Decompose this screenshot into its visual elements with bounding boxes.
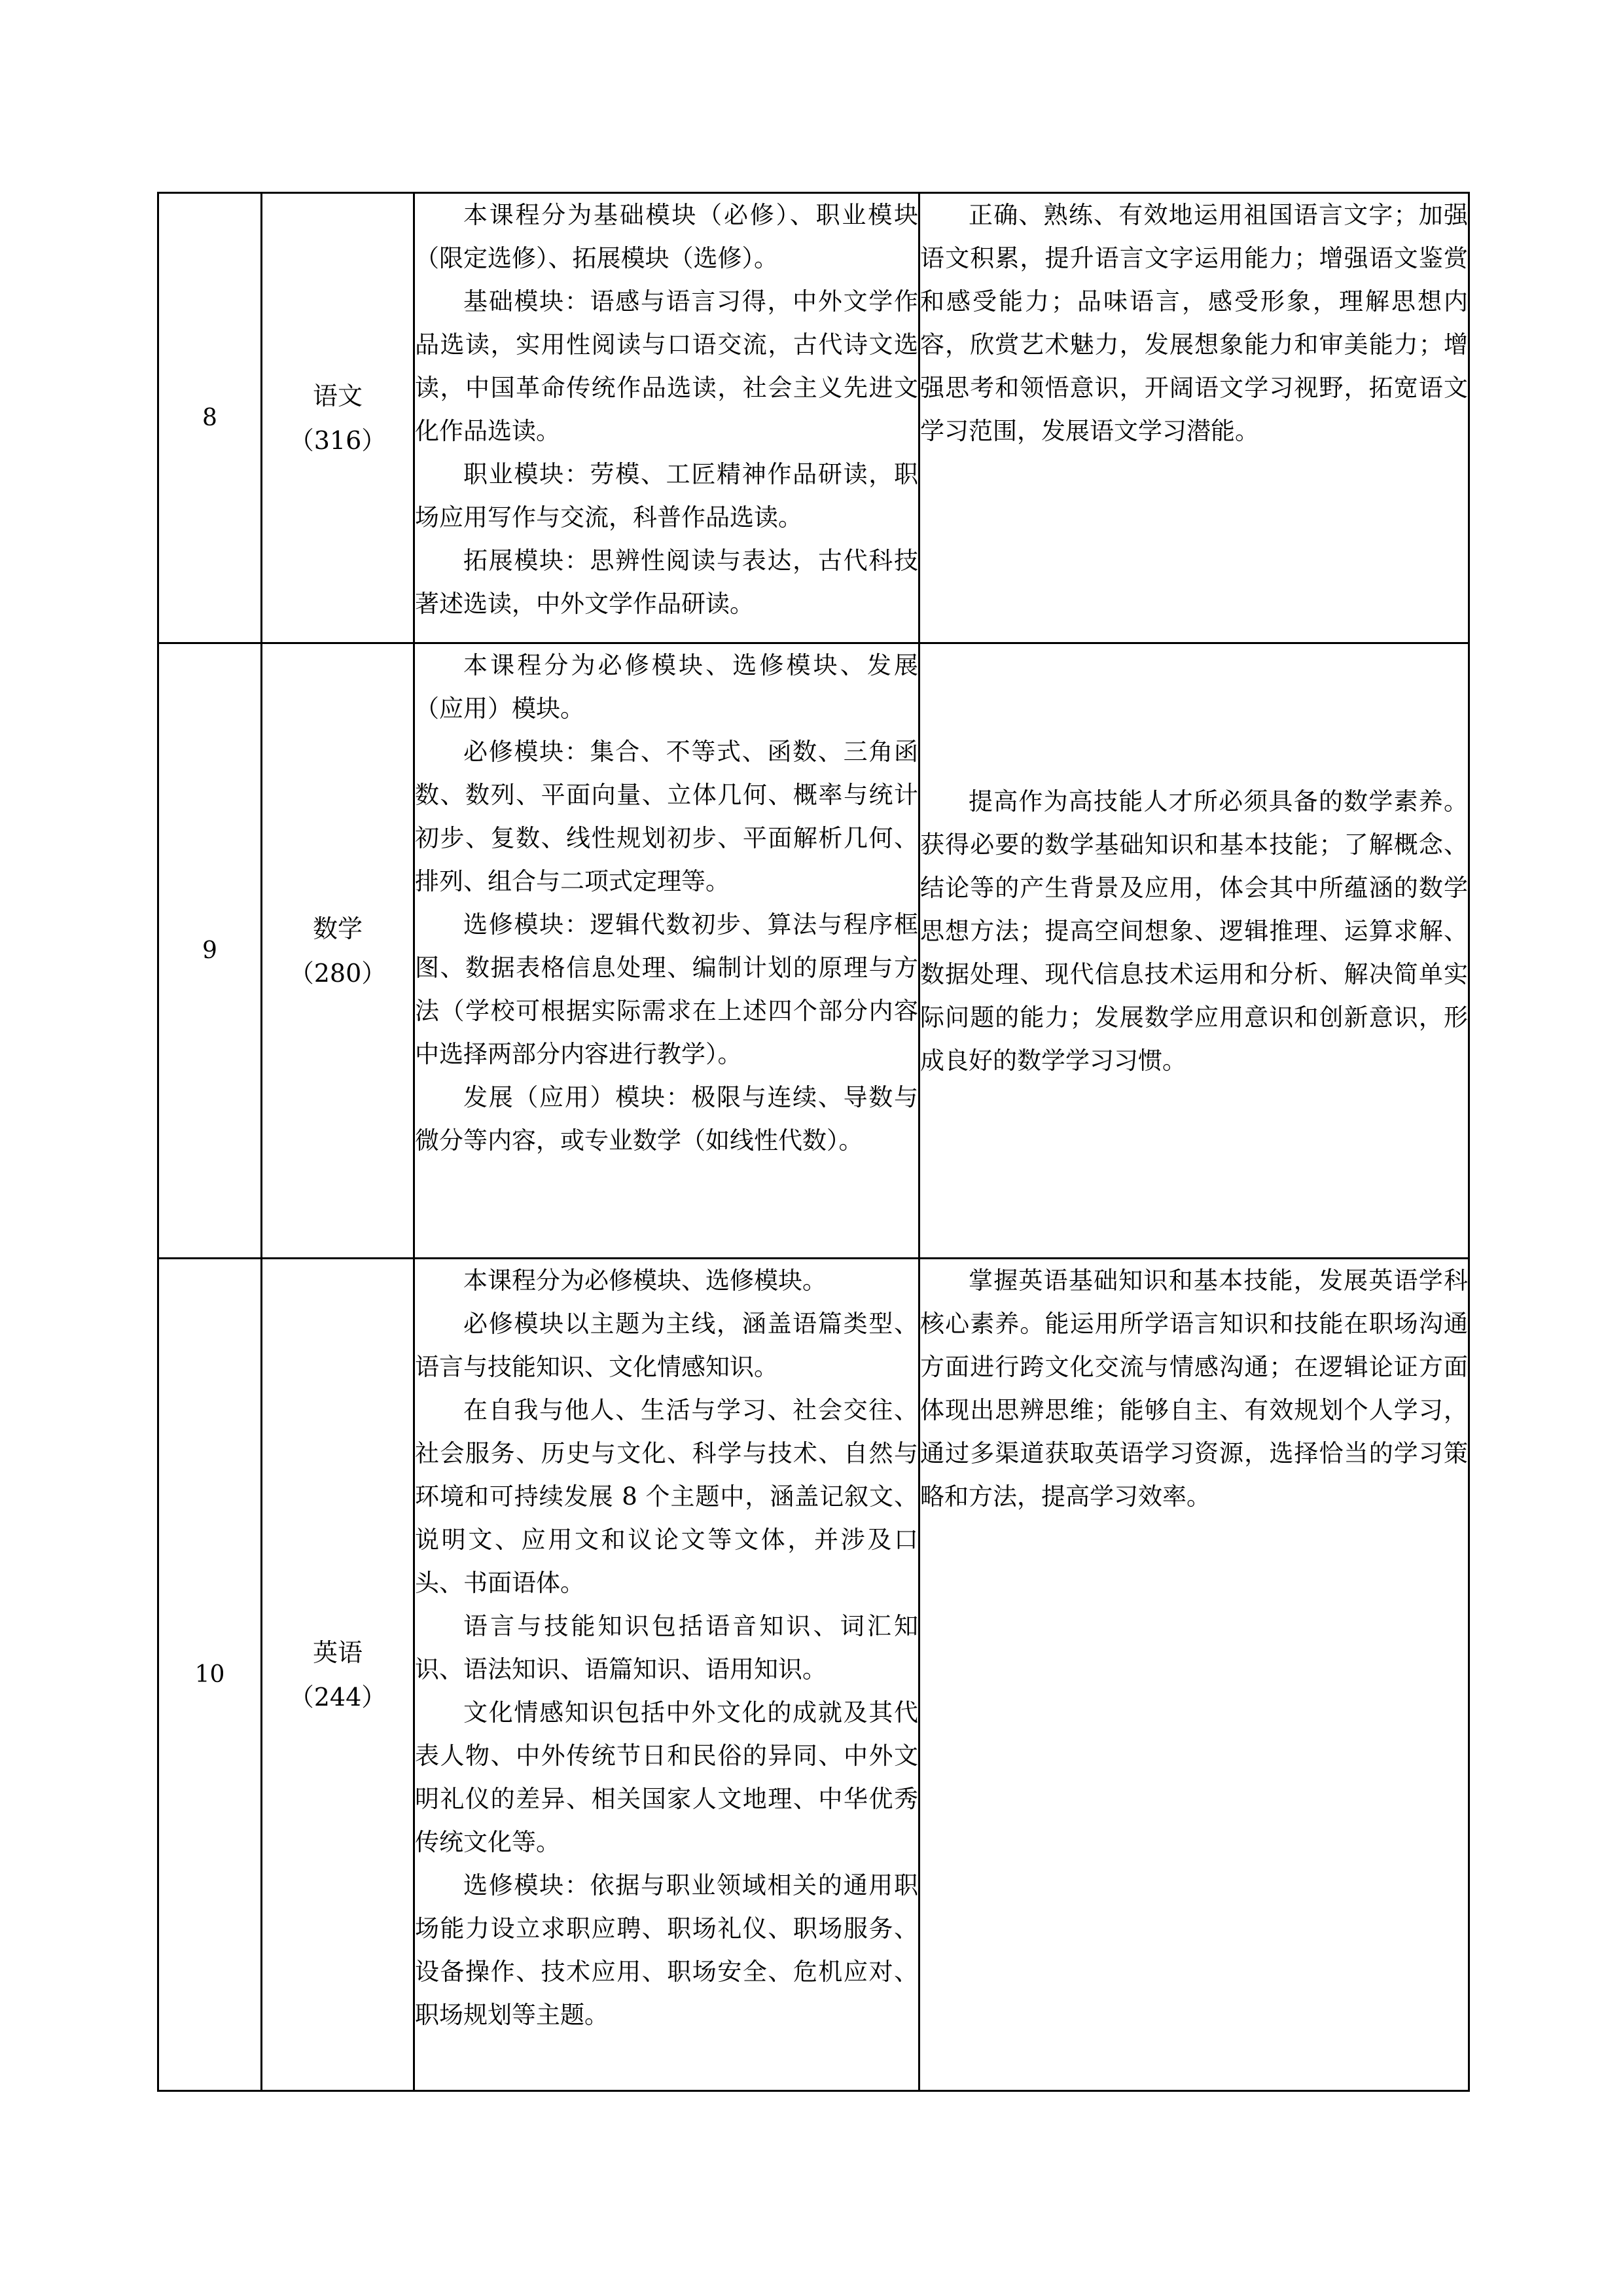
- course-cell: [262, 1259, 414, 2091]
- course-hours: （244）: [289, 1682, 387, 1712]
- content-paragraph: 必修模块以主题为主线，涵盖语篇类型、语言与技能知识、文化情感知识。: [415, 1310, 918, 1381]
- content-paragraph: 本课程分为基础模块（必修）、职业模块（限定选修）、拓展模块（选修）。: [415, 201, 918, 272]
- table-row: [158, 193, 1469, 643]
- content-paragraph: 文化情感知识包括中外文化的成就及其代表人物、中外传统节日和民俗的异同、中外文明礼仪的差异、相关国家人文地理、中华优秀传统文化等。: [415, 1698, 918, 1856]
- content-paragraph: 职业模块：劳模、工匠精神作品研读，职场应用写作与交流，科普作品选读。: [415, 460, 918, 531]
- row-number: 10: [194, 1660, 225, 1688]
- row-number-cell: [158, 643, 262, 1259]
- content-paragraph: 本课程分为必修模块、选修模块。: [463, 1266, 827, 1295]
- table-row: [158, 643, 1469, 1259]
- content-paragraph: 基础模块：语感与语言习得，中外文学作品选读，实用性阅读与口语交流，古代诗文选读，中国革命传统作品选读，社会主义先进文化作品选读。: [415, 287, 918, 445]
- content-paragraph: 发展（应用）模块：极限与连续、导数与微分等内容，或专业数学（如线性代数）。: [415, 1083, 918, 1155]
- row-number-cell: [158, 193, 262, 643]
- course-content-cell: [414, 193, 919, 643]
- course-cell: [262, 643, 414, 1259]
- course-hours: （316）: [289, 425, 387, 455]
- course-content-cell: [414, 643, 919, 1259]
- content-paragraph: 语言与技能知识包括语音知识、词汇知识、语法知识、语篇知识、语用知识。: [415, 1612, 918, 1683]
- course-content-cell: [414, 1259, 919, 2091]
- course-goal: 正确、熟练、有效地运用祖国语言文字；加强语文积累，提升语言文字运用能力；增强语文鉴赏和感受能力；品味语言，感受形象，理解思想内容，欣赏艺术魅力，发展想象能力和审美能力；增强思考和领悟意识，开阔语文学习视野，拓宽语文学习范围，发展语文学习潜能。: [920, 201, 1468, 445]
- course-cell: [262, 193, 414, 643]
- course-name: 英语: [312, 1638, 363, 1667]
- row-number-cell: [158, 1259, 262, 2091]
- course-name: 语文: [312, 381, 363, 410]
- table-row: [158, 1259, 1469, 2091]
- course-hours: （280）: [289, 958, 387, 988]
- row-number: 8: [202, 404, 217, 431]
- row-number: 9: [202, 937, 217, 964]
- course-goal: 提高作为高技能人才所必须具备的数学素养。获得必要的数学基础知识和基本技能；了解概念、结论等的产生背景及应用，体会其中所蕴涵的数学思想方法；提高空间想象、逻辑推理、运算求解、数据处理、现代信息技术运用和分析、解决简单实际问题的能力；发展数学应用意识和创新意识，形成良好的数学学习习惯。: [920, 787, 1468, 1075]
- course-goal-cell: [919, 193, 1469, 643]
- course-goal: 掌握英语基础知识和基本技能，发展英语学科核心素养。能运用所学语言知识和技能在职场沟通方面进行跨文化交流与情感沟通；在逻辑论证方面体现出思辨思维；能够自主、有效规划个人学习，通过多渠道获取英语学习资源，选择恰当的学习策略和方法，提高学习效率。: [920, 1266, 1468, 1511]
- content-paragraph: 选修模块：逻辑代数初步、算法与程序框图、数据表格信息处理、编制计划的原理与方法（学校可根据实际需求在上述四个部分内容中选择两部分内容进行教学）。: [415, 910, 918, 1068]
- content-paragraph: 在自我与他人、生活与学习、社会交往、社会服务、历史与文化、科学与技术、自然与环境和可持续发展 8 个主题中，涵盖记叙文、说明文、应用文和议论文等文体，并涉及口头、书面语体。: [415, 1396, 918, 1597]
- course-goal-cell: [919, 1259, 1469, 2091]
- content-paragraph: 选修模块：依据与职业领域相关的通用职场能力设立求职应聘、职场礼仪、职场服务、设备操作、技术应用、职场安全、危机应对、职场规划等主题。: [415, 1871, 918, 2029]
- content-paragraph: 必修模块：集合、不等式、函数、三角函数、数列、平面向量、立体几何、概率与统计初步、复数、线性规划初步、平面解析几何、排列、组合与二项式定理等。: [415, 738, 918, 895]
- content-paragraph: 拓展模块：思辨性阅读与表达，古代科技著述选读，中外文学作品研读。: [415, 547, 918, 618]
- content-paragraph: 本课程分为必修模块、选修模块、发展（应用）模块。: [415, 651, 918, 723]
- curriculum-table: [157, 192, 1470, 2092]
- course-goal-cell: [919, 643, 1469, 1259]
- course-name: 数学: [312, 914, 363, 943]
